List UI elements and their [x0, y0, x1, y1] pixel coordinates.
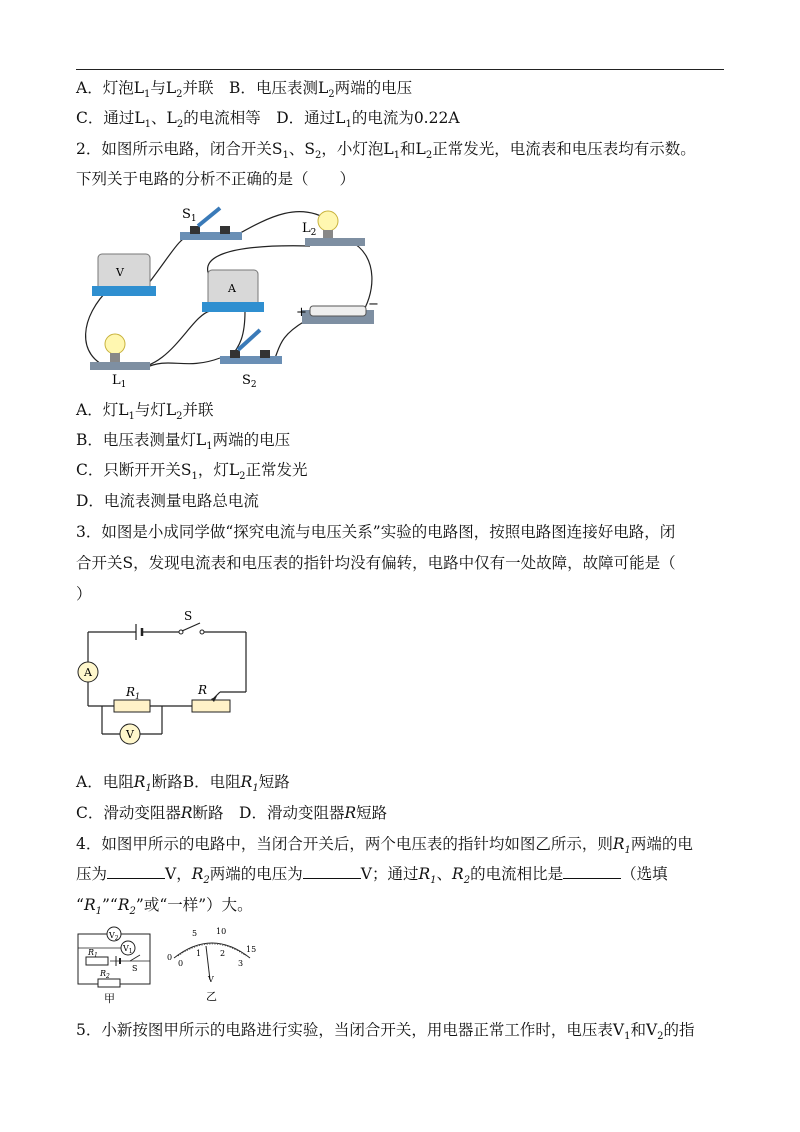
q4-dial-zero-left: 0 — [167, 953, 173, 962]
q3-stem-line2: 合开关S，发现电流表和电压表的指针均没有偏转，电路中仅有一处故障，故障可能是（ — [76, 554, 676, 572]
q2-voltmeter — [92, 254, 156, 296]
q4-blank-3[interactable] — [563, 864, 621, 879]
q4-dial-bottom-0: 0 — [178, 959, 184, 968]
q4-stem-line3: “$R_1”“R_2$”或“一样”）大。 — [76, 896, 253, 918]
q3-stem-line3: ） — [76, 585, 92, 603]
q2-lamp-l1 — [90, 334, 150, 370]
q2-option-d: D．电流表测量电路总电流 — [76, 492, 259, 510]
q2-physical-circuit-figure — [70, 196, 390, 392]
q2-label-minus: − — [368, 297, 379, 312]
q2-ammeter-label: A — [228, 282, 236, 295]
q4-label-yi: 乙 — [206, 990, 217, 1003]
q4-dial-bottom-3: 3 — [238, 959, 244, 968]
q3-label-r1: $R_1$ — [126, 685, 141, 701]
q4-stem-line2: 压为 V，$R_2$两端的电压为 V；通过$R_1$、$R_2$的电流相比是 （选填 — [76, 865, 668, 887]
q4-dial-top-10: 10 — [216, 927, 227, 936]
q4-blank-1[interactable] — [107, 864, 165, 879]
q2-option-a: A．灯$L_1$与灯$L_2$并联 — [76, 401, 214, 423]
q2-label-s2: $S_2$ — [242, 373, 257, 390]
q4-label-jia: 甲 — [104, 992, 115, 1005]
q2-stem-line1: 2．如图所示电路，闭合开关$S_1$、$S_2$，小灯泡$L_1$和$L_2$正常发光，电流表和电压表均有示数。 — [76, 140, 696, 162]
q3-ammeter-label: A — [84, 666, 92, 679]
q2-switch-s2 — [220, 330, 282, 364]
q4-stem-line1: 4．如图甲所示的电路中，当闭合开关后，两个电压表的指针均如图乙所示，则$R_1$两端的电 — [76, 835, 693, 857]
q4-label-r1: $R_1$ — [88, 948, 98, 959]
q2-label-l2: $L_2$ — [302, 221, 317, 238]
q4-blank-2[interactable] — [303, 864, 361, 879]
q2-label-s1: $S_1$ — [182, 207, 197, 224]
q3-options-cd: C．滑动变阻器R断路 D．滑动变阻器R短路 — [76, 804, 388, 822]
q4-dial-bottom-1: 1 — [196, 949, 202, 958]
q2-voltmeter-label: V — [116, 266, 124, 279]
q1-options-cd: C．通过$L_1$、$L_2$的电流相等 D．通过$L_1$的电流为0.22A — [76, 109, 460, 131]
q4-label-r2: $R_2$ — [100, 969, 110, 980]
q4-dial-bottom-2: 2 — [220, 949, 226, 958]
q3-rheostat-r — [192, 700, 230, 712]
q2-stem-line2: 下列关于电路的分析不正确的是（ ） — [76, 170, 356, 188]
q3-options-ab: A．电阻$R_1$断路B．电阻$R_1$短路 — [76, 773, 290, 795]
q3-circuit-diagram — [74, 606, 264, 754]
q3-label-s: S — [184, 609, 193, 623]
q2-ammeter — [202, 270, 264, 312]
q3-voltmeter-label: V — [126, 728, 134, 741]
q3-resistor-r1 — [114, 700, 150, 712]
q2-label-plus: + — [296, 305, 307, 320]
q2-option-b: B．电压表测量灯$L_1$两端的电压 — [76, 431, 291, 453]
q4-figures — [74, 922, 264, 1006]
q4-label-v2: $V_2$ — [109, 931, 119, 942]
q2-battery — [302, 306, 374, 324]
q3-label-r: R — [198, 683, 208, 697]
q3-stem-line1: 3．如图是小成同学做“探究电流与电压关系”实验的电路图，按照电路图连接好电路，闭 — [76, 523, 676, 541]
q4-label-s: S — [132, 964, 138, 973]
q4-dial-top-5: 5 — [192, 929, 198, 938]
header-rule — [76, 69, 724, 70]
q2-option-c: C．只断开开关$S_1$，灯$L_2$正常发光 — [76, 461, 308, 483]
q1-options-ab: A．灯泡$L_1$与$L_2$并联 B．电压表测$L_2$两端的电压 — [76, 79, 413, 101]
q4-dial-needle-label: V — [208, 975, 214, 984]
q4-dial-top-15: 15 — [246, 945, 257, 954]
q2-label-l1: $L_1$ — [112, 373, 127, 390]
q5-stem-line1: 5．小新按图甲所示的电路进行实验，当闭合开关，用电器正常工作时，电压表$V_1$和$V_2$的指 — [76, 1021, 695, 1043]
q4-label-v1: $V_1$ — [123, 944, 133, 955]
